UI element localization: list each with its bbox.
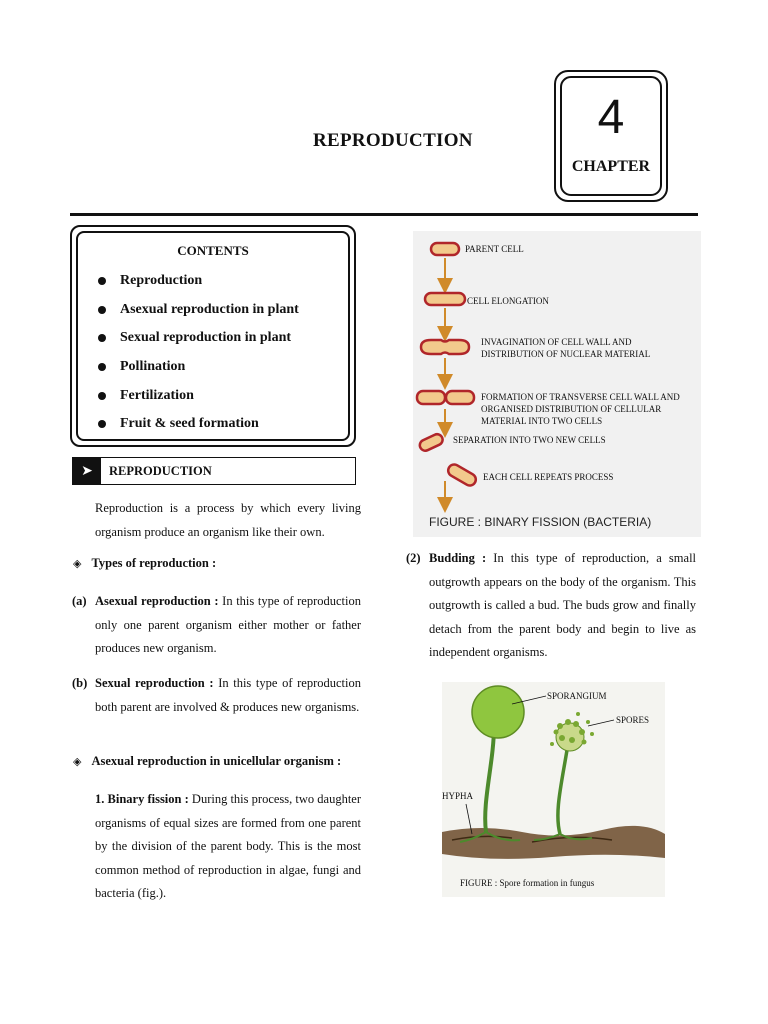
contents-heading: CONTENTS xyxy=(177,243,249,258)
parent-cell xyxy=(431,243,459,255)
chapter-number: 4 xyxy=(597,91,625,144)
intro-paragraph: Reproduction is a process by which every living organism produce an organism like their own. xyxy=(95,501,361,539)
step-label: INVAGINATION OF CELL WALL AND DISTRIBUTION OF NUCLEAR MATERIAL xyxy=(481,337,651,359)
sporangium-label: SPORANGIUM xyxy=(547,691,607,701)
daughter-cell xyxy=(417,391,445,404)
section-heading xyxy=(72,457,356,485)
spore-formation-figure xyxy=(442,682,665,897)
spores-label: SPORES xyxy=(616,715,650,725)
step-label: CELL ELONGATION xyxy=(467,296,549,306)
binary-fission-paragraph: 1. Binary fission : During this process, two daughter organisms of equal sizes are formed from one parent by the division of the parent body. This is the most common method of reproduction in algae, fungi and bacteria (fig.). xyxy=(95,792,362,900)
soil xyxy=(442,826,665,859)
sexual-label: (b) xyxy=(72,676,88,690)
contents-item: Fruit & seed formation xyxy=(98,410,299,439)
right-stalk xyxy=(558,744,568,834)
chapter-badge xyxy=(554,70,668,202)
bullet-icon xyxy=(98,392,106,400)
contents-item: Sexual reproduction in plant xyxy=(98,324,299,353)
contents-item: Reproduction xyxy=(98,267,299,296)
types-heading: ◈ Types of reproduction : xyxy=(73,556,217,570)
contents-list xyxy=(98,267,299,439)
bullet-icon xyxy=(98,306,106,314)
asexual-paragraph: Asexual reproduction : In this type of reproduction only one parent organism either mother or father produces new organism. xyxy=(95,594,362,655)
elongated-cell xyxy=(425,293,465,305)
unicellular-heading: ◈ Asexual reproduction in unicellular organism : xyxy=(73,754,342,768)
binary-fission-diagram xyxy=(413,231,701,537)
step-label: PARENT CELL xyxy=(465,244,524,254)
section-heading-text: REPRODUCTION xyxy=(109,464,212,478)
budding-label: (2) xyxy=(406,551,421,565)
hypha-label: HYPHA xyxy=(442,791,474,801)
leader-line xyxy=(588,720,614,726)
bullet-icon xyxy=(98,363,106,371)
left-stalk xyxy=(485,726,494,832)
page-title: REPRODUCTION xyxy=(313,130,473,151)
new-cell xyxy=(446,462,478,487)
asexual-label: (a) xyxy=(72,594,87,608)
budding-paragraph: Budding : In this type of reproduction, a small outgrowth appears on the body of the organism. This outgrowth is called a bud. The buds grow and finally detach from the parent body and begin to live as independent organisms. xyxy=(429,551,697,659)
step-label: EACH CELL REPEATS PROCESS xyxy=(483,472,614,482)
figure-caption: FIGURE : Spore formation in fungus xyxy=(460,878,595,888)
chapter-label: CHAPTER xyxy=(571,158,651,175)
contents-item: Pollination xyxy=(98,353,299,382)
arrow-icon: ➤ xyxy=(73,458,101,484)
separated-cell xyxy=(418,432,444,452)
binary-fission-figure xyxy=(413,231,701,537)
contents-box xyxy=(70,225,356,447)
contents-item: Asexual reproduction in plant xyxy=(98,296,299,325)
diamond-icon: ◈ xyxy=(73,755,82,768)
bullet-icon xyxy=(98,420,106,428)
header-rule xyxy=(70,213,698,216)
invaginating-cell xyxy=(421,340,469,354)
bullet-icon xyxy=(98,277,106,285)
sporangium xyxy=(472,686,524,738)
sexual-paragraph: Sexual reproduction : In this type of reproduction both parent are involved & produces new organisms. xyxy=(95,676,361,714)
figure-caption: FIGURE : BINARY FISSION (BACTERIA) xyxy=(429,515,652,529)
step-label: FORMATION OF TRANSVERSE CELL WALL AND ORGANISED DISTRIBUTION OF CELLULAR MATERIAL INTO TWO CELLS xyxy=(481,392,680,426)
diamond-icon: ◈ xyxy=(73,557,82,570)
bullet-icon xyxy=(98,334,106,342)
step-label: SEPARATION INTO TWO NEW CELLS xyxy=(453,435,606,445)
contents-item: Fertilization xyxy=(98,381,299,410)
daughter-cell xyxy=(446,391,474,404)
